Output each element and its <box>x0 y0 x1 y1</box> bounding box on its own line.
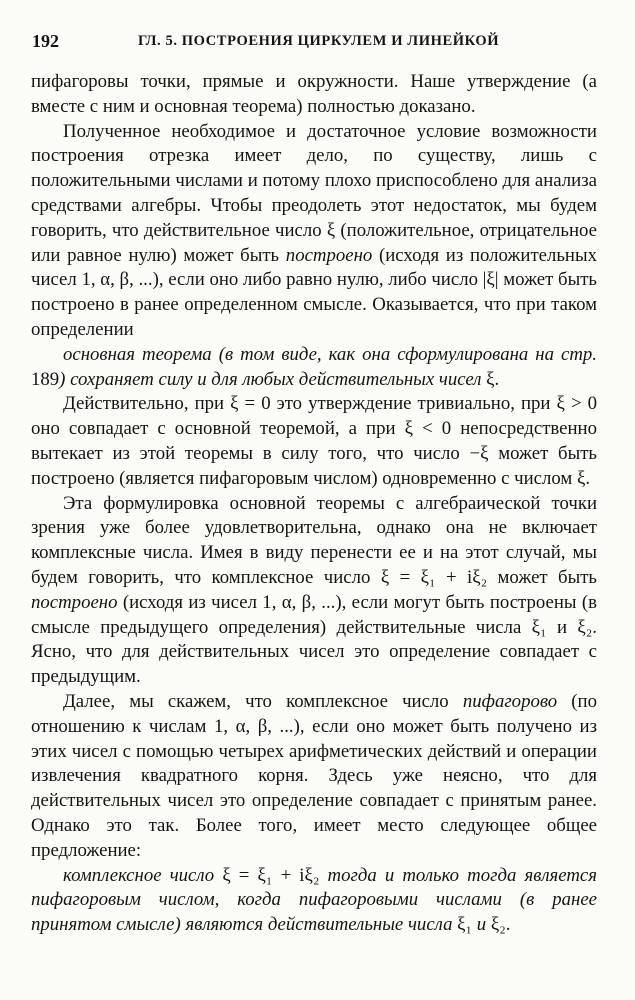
paragraph-p7 <box>31 864 597 938</box>
text-run: пифагоровы точки, прямые и окружности. Наше утверждение (а вместе с ним и основная теорема) полностью доказано. <box>31 71 597 117</box>
text-run: Полученное необходимое и достаточное условие возможности построения отрезка имеет дело, по существу, лишь с положительными числами и потому плохо приспособлено для анализа средствами алгебры. Чтобы преодолеть этот недостаток, мы будем говорить, что действительное число ξ (положительное, отрицательное или равное нулю) может быть <box>31 120 597 266</box>
italic-run: ) сохраняет силу и для любых действительных чисел <box>59 368 487 390</box>
page-body <box>31 70 597 938</box>
running-title: ГЛ. 5. ПОСТРОЕНИЯ ЦИРКУЛЕМ И ЛИНЕЙКОЙ <box>138 33 500 49</box>
paragraph-p6 <box>31 690 597 864</box>
italic-run: основная теорема (в том виде, как она сформулирована на стр. <box>63 343 597 365</box>
paragraph-p3 <box>31 343 597 393</box>
italic-run: тогда и только тогда является пифагоровым числом, когда пифагоровыми числами (в ранее принятом смысле) являются действительные числа <box>31 864 597 936</box>
italic-run: построено <box>285 244 373 266</box>
paragraph-p4 <box>31 392 597 491</box>
text-run: ξ₁ <box>457 914 473 936</box>
running-header <box>32 29 599 53</box>
paragraph-p1 <box>31 70 597 120</box>
text-run: (по отношению к числам 1, α, β, ...), если оно может быть получено из этих чисел с помощью четырех арифметических действий и операции извлечения квадратного корня. Здесь уже неясно, что для действительных чисел это определение совпадает с принятым ранее. Однако это так. Более того, имеет место следующее общее предложение: <box>31 690 597 861</box>
italic-run: построено <box>31 591 118 613</box>
paragraph-p2 <box>31 120 597 343</box>
italic-run: и <box>472 914 491 936</box>
page-number: 192 <box>32 31 59 51</box>
text-run: ξ = ξ₁ + iξ₂ <box>222 864 320 886</box>
text-run: 189 <box>31 368 60 390</box>
text-run: Эта формулировка основной теоремы с алгебраической точки зрения уже более удовлетворительна, однако она не включает комплексные числа. Имея в виду перенести ее и на этот случай, мы будем говорить, что комплексное число ξ = ξ₁ + iξ₂ может быть <box>31 492 597 588</box>
paragraph-p5 <box>31 492 597 690</box>
text-run: Далее, мы скажем, что комплексное число <box>63 690 463 712</box>
text-run: ξ. <box>486 368 500 390</box>
italic-run: пифагорово <box>462 690 558 712</box>
text-run: Действительно, при ξ = 0 это утверждение тривиально, при ξ > 0 оно совпадает с основной теоремой, а при ξ < 0 непосредственно вытекает из этой теоремы в силу того, что число −ξ может быть построено (является пифагоровым числом) одновременно с числом ξ. <box>31 393 597 489</box>
text-run: (исходя из положительных чисел 1, α, β, ...), если оно либо равно нулю, либо число |ξ| может быть построено в ранее определенном смысле. Оказывается, что при таком определении <box>31 244 597 340</box>
italic-run: комплексное число <box>63 864 223 886</box>
text-run: (исходя из чисел 1, α, β, ...), если могут быть построены (в смысле предыдущего определения) действительные числа ξ₁ и ξ₂. Ясно, что для действительных чисел это определение совпадает с предыдущим. <box>31 591 597 688</box>
text-run: ξ₂. <box>490 914 511 936</box>
